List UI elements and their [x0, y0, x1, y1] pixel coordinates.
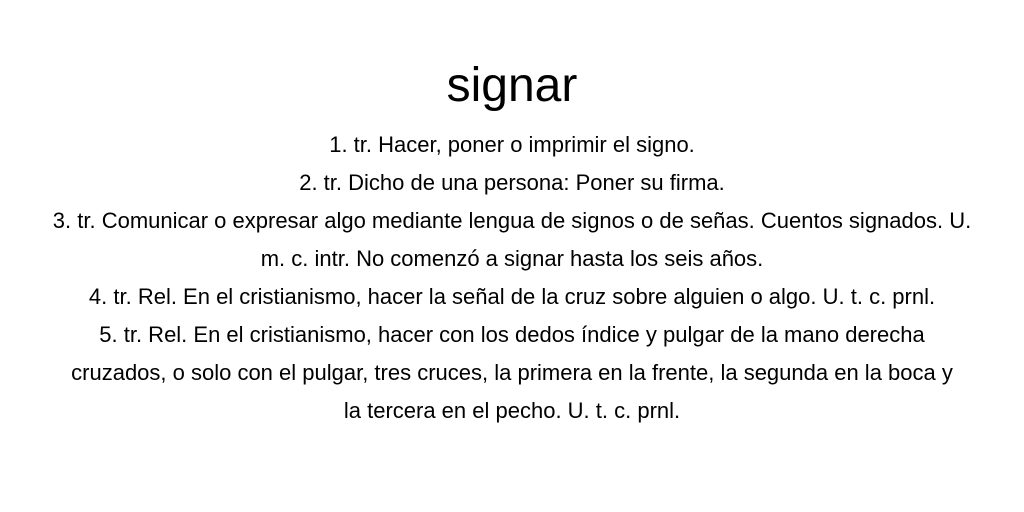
- definition-3: 3. tr. Comunicar o expresar algo mediante lengua de signos o de señas. Cuentos signados. U. m. c. intr. No comenzó a signar hasta los seis años.: [52, 208, 972, 271]
- definition-2: 2. tr. Dicho de una persona: Poner su firma.: [299, 170, 725, 195]
- definition-4: 4. tr. Rel. En el cristianismo, hacer la señal de la cruz sobre alguien o algo. U. t. c. prnl.: [88, 284, 936, 309]
- definition-list: [0, 126, 1024, 430]
- headword: signar: [446, 59, 578, 112]
- definition-1: 1. tr. Hacer, poner o imprimir el signo.: [329, 132, 695, 157]
- definition-5: 5. tr. Rel. En el cristianismo, hacer con los dedos índice y pulgar de la mano derecha cruzados, o solo con el pulgar, tres cruces, la primera en la frente, la segunda en la boca y la tercera en el pecho. U. t. c. prnl.: [71, 322, 953, 423]
